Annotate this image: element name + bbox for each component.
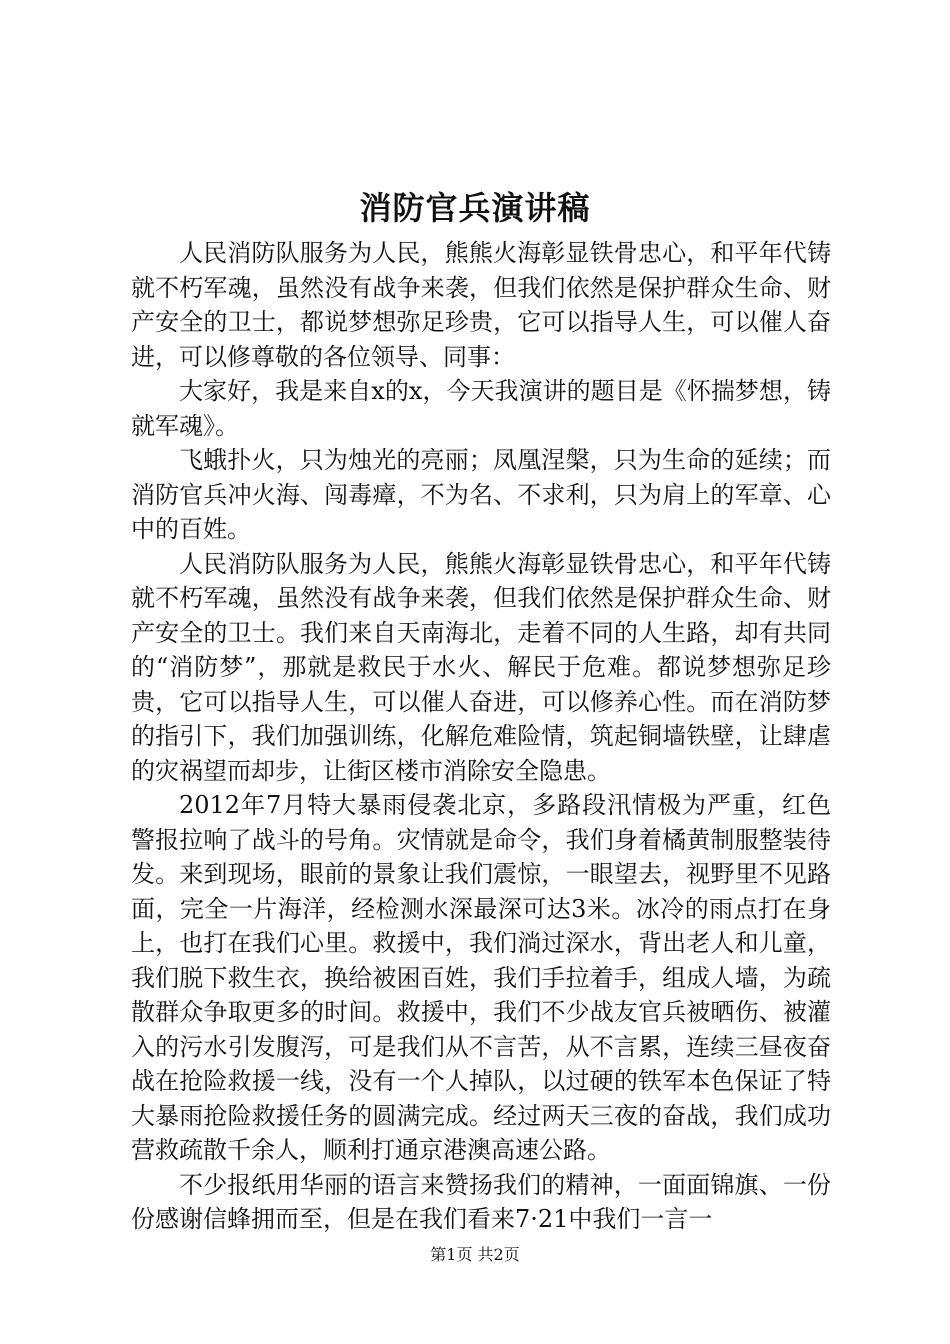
paragraph-3: 飞蛾扑火，只为烛光的亮丽；凤凰涅槃，只为生命的延续；而消防官兵冲火海、闯毒瘴，不为名、不求利，只为肩上的军章、心中的百姓。 — [131, 446, 831, 543]
page-title: 消防官兵演讲稿 — [359, 189, 591, 227]
page-number-footer: 第1页 共2页 — [430, 1245, 520, 1264]
paragraph-4: 人民消防队服务为人民，熊熊火海彰显铁骨忠心，和平年代铸就不朽军魂，虽然没有战争来袭，但我们依然是保护群众生命、财产安全的卫士。我们来自天南海北，走着不同的人生路，却有共同的“消防梦”，那就是救民于水火、解民于危难。都说梦想弥足珍贵，它可以指导人生，可以催人奋进，可以修养心性。而在消防梦的指引下，我们加强训练，化解危难险情，筑起铜墙铁壁，让肆虐的灾祸望而却步，让街区楼市消除安全隐患。 — [131, 549, 831, 785]
paragraph-6: 不少报纸用华丽的语言来赞扬我们的精神，一面面锦旗、一份份感谢信蜂拥而至，但是在我们看来7·21中我们一言一 — [131, 1170, 831, 1233]
paragraph-5: 2012年7月特大暴雨侵袭北京，多路段汛情极为严重，红色警报拉响了战斗的号角。灾情就是命令，我们身着橘黄制服整装待发。来到现场，眼前的景象让我们震惊，一眼望去，视野里不见路面，完全一片海洋，经检测水深最深可达3米。冰冷的雨点打在身上，也打在我们心里。救援中，我们淌过深水，背出老人和儿童，我们脱下救生衣，换给被困百姓，我们手拉着手，组成人墙，为疏散群众争取更多的时间。救援中，我们不少战友官兵被晒伤、被灌入的污水引发腹泻，可是我们从不言苦，从不言累，连续三昼夜奋战在抢险救援一线，没有一个人掉队，以过硬的铁军本色保证了特大暴雨抢险救援任务的圆满完成。经过两天三夜的奋战，我们成功营救疏散千余人，顺利打通京港澳高速公路。 — [131, 791, 831, 1164]
document-body — [131, 236, 831, 1237]
paragraph-2: 大家好，我是来自x的x，今天我演讲的题目是《怀揣梦想，铸就军魂》。 — [131, 377, 831, 440]
paragraph-1: 人民消防队服务为人民，熊熊火海彰显铁骨忠心，和平年代铸就不朽军魂，虽然没有战争来袭，但我们依然是保护群众生命、财产安全的卫士，都说梦想弥足珍贵，它可以指导人生，可以催人奋进，可以修尊敬的各位领导、同事： — [131, 239, 831, 371]
